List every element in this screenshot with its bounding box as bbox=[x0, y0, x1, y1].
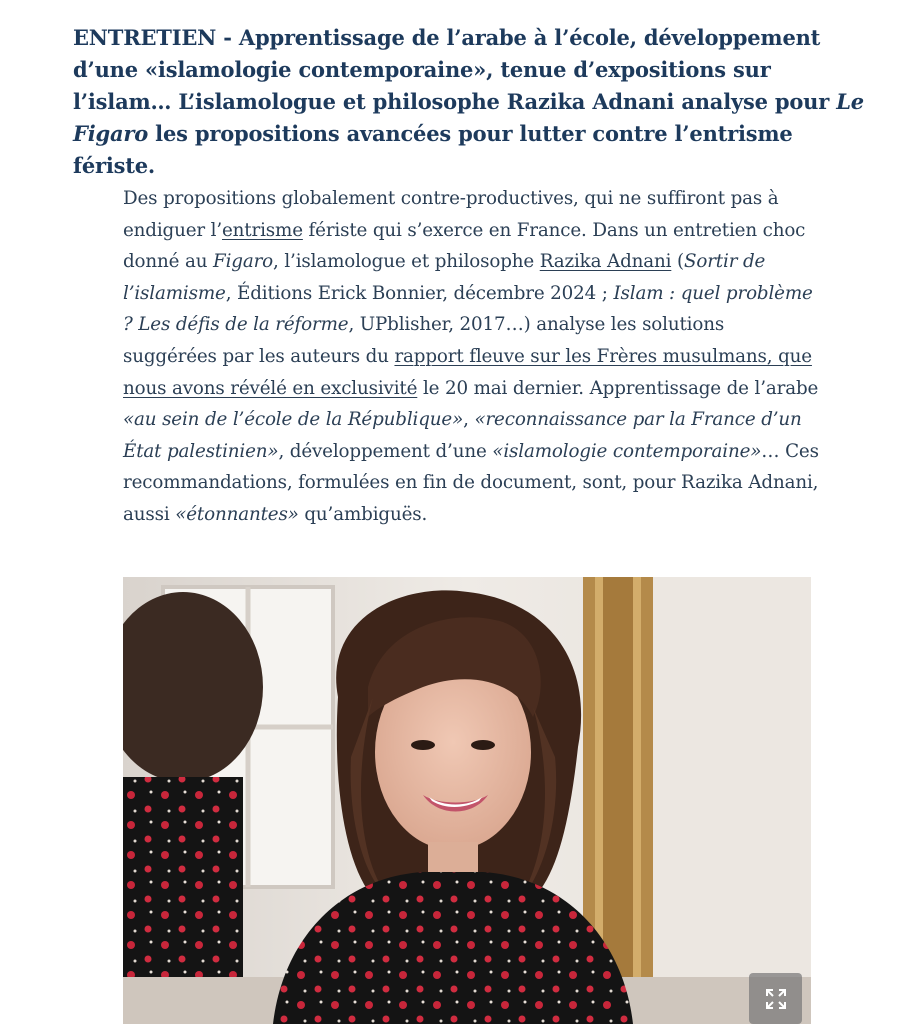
paragraph-italic: Figaro bbox=[213, 251, 274, 273]
paragraph-text: fériste qui s’exerce en France. Dans un entretien choc donné au bbox=[123, 219, 806, 273]
quote: «islamologie contemporaine» bbox=[492, 440, 762, 462]
standfirst-text-end: les propositions avancées pour lutter contre l’entrisme fériste. bbox=[73, 121, 793, 178]
paragraph-text: qu’ambiguës. bbox=[298, 503, 428, 525]
link-razika-adnani[interactable]: Razika Adnani bbox=[539, 251, 672, 273]
paragraph-text: , développement d’une bbox=[278, 440, 493, 462]
standfirst-publication: Le Figaro bbox=[73, 89, 864, 146]
link-rapport-freres-musulmans[interactable]: rapport fleuve sur les Frères musulmans, que nous avons révélé en exclusivité bbox=[123, 345, 812, 399]
paragraph-text: , l’islamologue et philosophe bbox=[273, 251, 540, 273]
quote: «reconnaissance par la France d’un État palestinien» bbox=[123, 409, 802, 462]
book-title: Sortir de l’islamisme bbox=[123, 251, 766, 304]
paragraph-text: Des propositions globalement contre-productives, qui ne suffiront pas à endiguer l’ bbox=[123, 188, 779, 241]
paragraph-text: le 20 mai dernier. Apprentissage de l’arabe bbox=[417, 377, 819, 399]
book-title: Islam : quel problème ? Les défis de la réforme bbox=[123, 282, 813, 336]
article-paragraph bbox=[123, 183, 823, 531]
quote: «au sein de l’école de la République» bbox=[123, 409, 464, 431]
quote: «étonnantes» bbox=[175, 503, 299, 525]
expand-photo-button[interactable] bbox=[749, 973, 802, 1024]
standfirst-text: ENTRETIEN - Apprentissage de l’arabe à l’école, développement d’une «islamologie contemporaine», tenue d’expositions sur l’islam… L’islamologue et philosophe Razika Adnani analyse pour bbox=[73, 25, 837, 114]
paragraph-text: , Éditions Erick Bonnier, décembre 2024 ; bbox=[225, 282, 614, 304]
expand-icon bbox=[764, 987, 788, 1011]
paragraph-text: , bbox=[463, 409, 475, 431]
link-entrisme[interactable]: entrisme bbox=[222, 219, 303, 241]
article-photo[interactable] bbox=[123, 577, 811, 1024]
paragraph-text: ( bbox=[671, 251, 684, 273]
paragraph-text: … Ces recommandations, formulées en fin de document, sont, pour Razika Adnani, aussi bbox=[123, 440, 819, 525]
portrait-illustration bbox=[123, 577, 811, 1024]
article-standfirst bbox=[73, 22, 873, 182]
paragraph-text: , UPblisher, 2017…) analyse les solutions suggérées par les auteurs du bbox=[123, 314, 725, 367]
